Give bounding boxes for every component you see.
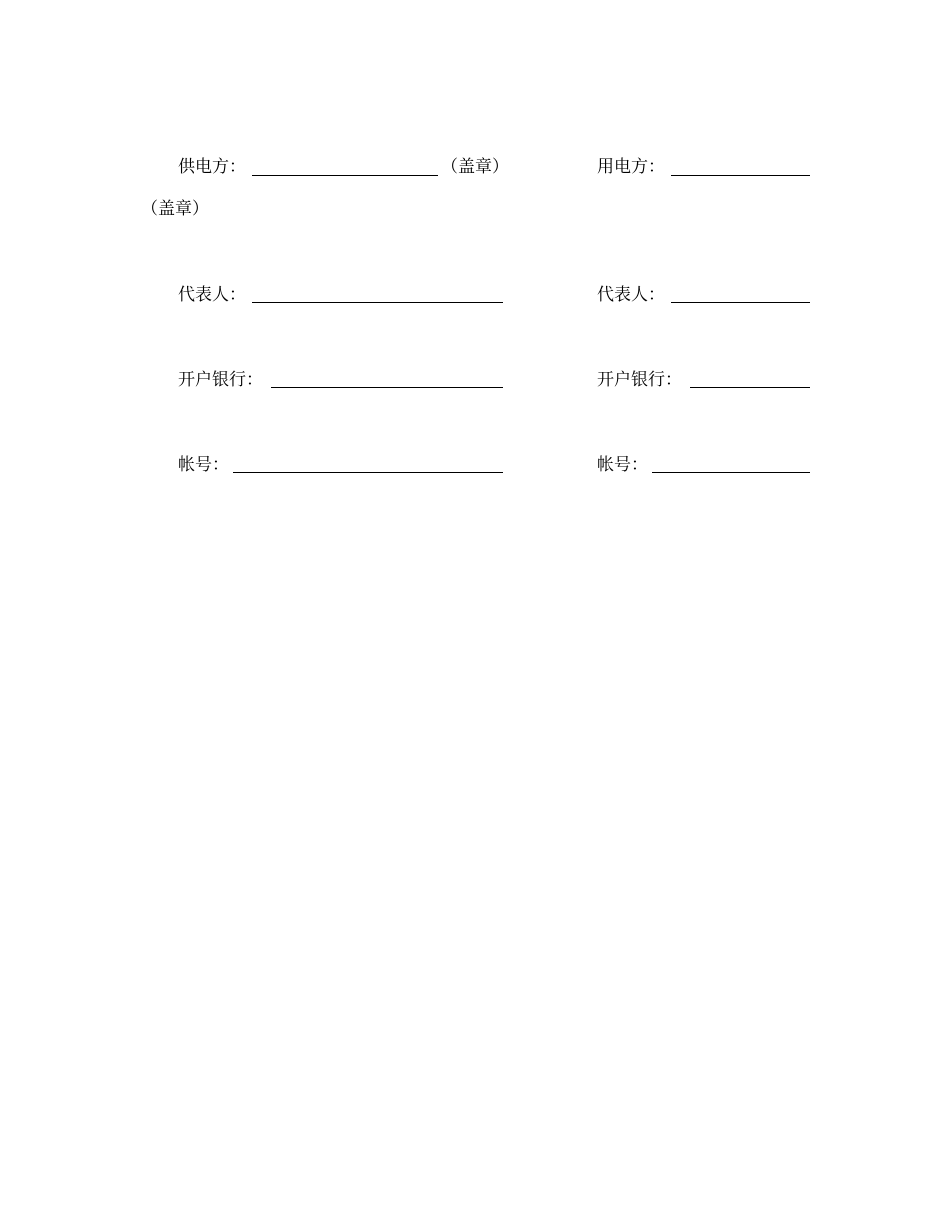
consumer-bank-label: 开户银行： (597, 370, 682, 390)
consumer-account-label: 帐号： (597, 455, 648, 475)
wrapped-seal-label: （盖章） (141, 199, 209, 219)
consumer-representative-blank[interactable] (671, 302, 810, 303)
supplier-party-blank[interactable] (252, 175, 438, 176)
consumer-party-label: 用电方： (597, 157, 665, 177)
supplier-party-label: 供电方： (178, 157, 246, 177)
supplier-representative-blank[interactable] (252, 302, 503, 303)
consumer-bank-blank[interactable] (690, 387, 810, 388)
supplier-representative-label: 代表人： (178, 285, 246, 305)
supplier-seal-label: （盖章） (441, 157, 509, 177)
supplier-account-blank[interactable] (233, 472, 503, 473)
consumer-account-blank[interactable] (652, 472, 810, 473)
consumer-party-blank[interactable] (671, 175, 810, 176)
supplier-account-label: 帐号： (178, 455, 229, 475)
supplier-bank-label: 开户银行： (178, 370, 263, 390)
supplier-bank-blank[interactable] (271, 387, 503, 388)
consumer-representative-label: 代表人： (597, 285, 665, 305)
